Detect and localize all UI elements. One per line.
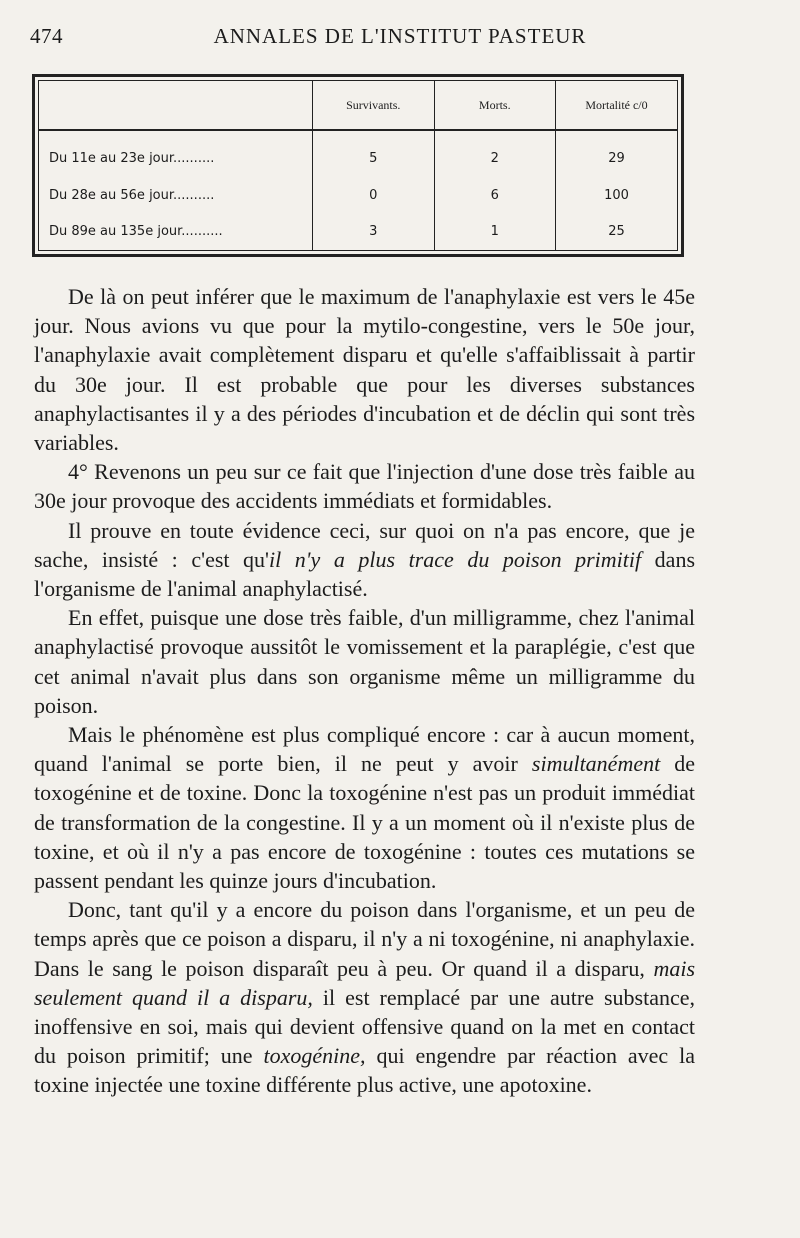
table-cell: 25 — [556, 214, 678, 250]
table-header-cell: Survivants. — [313, 81, 435, 130]
italic-text: mais seulement quand il a disparu, — [34, 955, 695, 1010]
table-header-row — [39, 81, 677, 130]
text-run: Donc, tant qu'il y a encore du poison dans l'organisme, et un peu de temps après que ce poison a disparu, il n'y a ni toxogénine, ni anaphylaxie. Dans le sang le poison disparaît peu à peu. Or quand il a disparu, — [34, 897, 695, 981]
paragraph — [34, 720, 695, 895]
paragraph: 4° Revenons un peu sur ce fait que l'injection d'une dose très faible au 30e jour provoque des accidents immédiats et formidables. — [34, 459, 695, 514]
table-cell: 100 — [556, 178, 678, 214]
table-row — [39, 178, 677, 214]
table-cell: 29 — [556, 130, 678, 178]
italic-text: il n'y a plus trace du poison primitif — [269, 546, 642, 572]
running-title: ANNALES DE L'INSTITUT PASTEUR — [213, 24, 587, 48]
table-row — [39, 130, 677, 178]
text-run: de toxogénine et de toxine. Donc la toxogénine n'est pas un produit immédiat de transformation de la congestine. Il y a un moment où il n'existe plus de toxine, et où il n'y a pas encore de toxogénine : toutes ces mutations se passent pendant les quinze jours d'incubation. — [34, 751, 696, 894]
table-cell: Du 11e au 23e jour.......... — [49, 151, 215, 167]
text-run: qui engendre par réaction avec la toxine injectée une toxine différente plus active, une apotoxine. — [34, 1043, 696, 1098]
italic-text: simultanément — [531, 751, 661, 777]
paragraph — [34, 516, 695, 604]
paragraph: De là on peut inférer que le maximum de l'anaphylaxie est vers le 45e jour. Nous avions vu que pour la mytilo-congestine, vers le 50e jour, l'anaphylaxie avait complètement disparu et qu'elle s'affaiblissait à partir du 30e jour. Il est probable que pour les diverses substances anaphylactisantes il y a des périodes d'incubation et de déclin qui sont très variables. — [34, 284, 695, 456]
italic-text: toxogénine, — [263, 1043, 366, 1069]
paragraph — [34, 895, 695, 1099]
table-cell: 3 — [313, 214, 435, 250]
table-cell: 6 — [434, 178, 556, 214]
text-run: il est remplacé par une autre substance, inoffensive en soi, mais qui devient offensive quand on la met en contact du poison primitif; une — [34, 984, 695, 1069]
text-run: Il prouve en toute évidence ceci, sur quoi on n'a pas encore, que je sache, insisté : c'est qu' — [34, 517, 695, 572]
text-run: Mais le phénomène est plus compliqué encore : car à aucun moment, quand l'animal se porte bien, il ne peut y avoir — [34, 722, 695, 777]
page-number: 474 — [30, 24, 63, 48]
table-header-cell — [39, 81, 313, 130]
table-cell: 5 — [313, 130, 435, 178]
paragraph: En effet, puisque une dose très faible, d'un milligramme, chez l'animal anaphylactisé provoque aussitôt le vomissement et la paraplégie, c'est que cet animal n'avait plus dans son organisme même un milligramme du poison. — [34, 605, 695, 718]
mortality-table-frame — [32, 74, 684, 257]
table-cell: 1 — [434, 214, 556, 250]
text-run: dans l'organisme de l'animal anaphylactisé. — [34, 546, 695, 602]
table-cell: 2 — [434, 130, 556, 178]
table-cell: 0 — [313, 178, 435, 214]
table-header-cell: Mortalité c/0 — [556, 81, 678, 130]
mortality-table-inner-border — [38, 80, 678, 251]
body-text — [34, 282, 695, 1100]
table-cell: Du 89e au 135e jour.......... — [49, 224, 223, 240]
page-header — [30, 24, 770, 54]
table-row — [39, 214, 677, 250]
mortality-table — [39, 81, 677, 250]
table-header-cell: Morts. — [434, 81, 556, 130]
table-cell: Du 28e au 56e jour.......... — [49, 188, 215, 204]
